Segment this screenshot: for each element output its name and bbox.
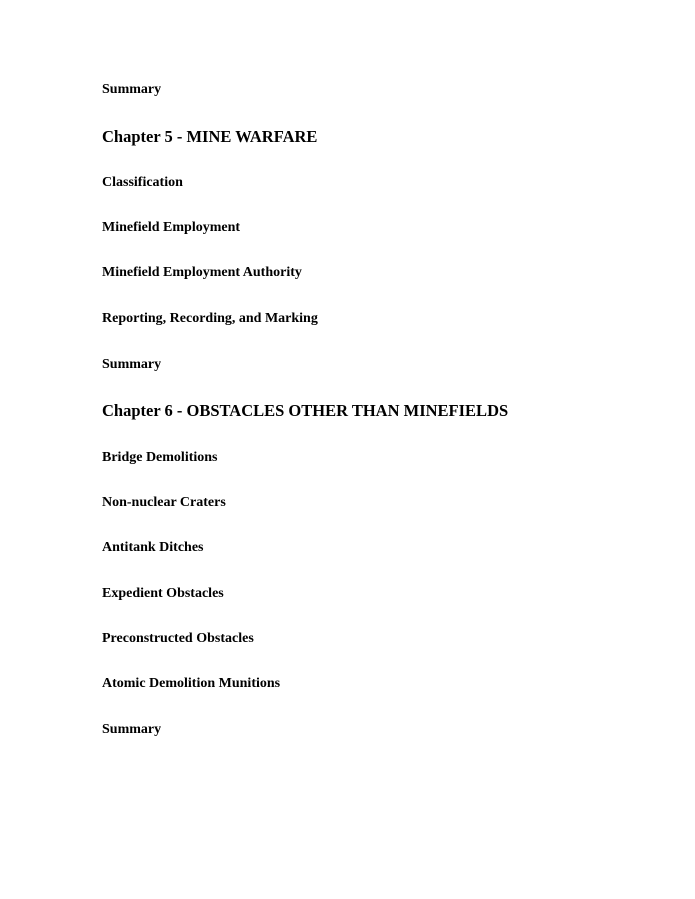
toc-entry-summary: Summary — [102, 722, 162, 737]
toc-entry-summary: Summary — [102, 357, 162, 372]
toc-entry-atomic-demolition-munitions: Atomic Demolition Munitions — [102, 676, 281, 691]
toc-entry-reporting-recording-marking: Reporting, Recording, and Marking — [102, 311, 318, 326]
toc-entry-summary: Summary — [102, 82, 162, 97]
toc-entry-bridge-demolitions: Bridge Demolitions — [102, 450, 218, 465]
toc-entry-minefield-employment-authority: Minefield Employment Authority — [102, 265, 302, 280]
chapter-heading: Chapter 5 - MINE WARFARE — [102, 127, 318, 146]
toc-entry-non-nuclear-craters: Non-nuclear Craters — [102, 495, 226, 510]
toc-entry-antitank-ditches: Antitank Ditches — [102, 540, 204, 555]
toc-entry-preconstructed-obstacles: Preconstructed Obstacles — [102, 631, 254, 646]
chapter-heading: Chapter 6 - OBSTACLES OTHER THAN MINEFIELDS — [102, 401, 509, 420]
toc-entry-expedient-obstacles: Expedient Obstacles — [102, 586, 224, 601]
toc-entry-minefield-employment: Minefield Employment — [102, 220, 241, 235]
toc-entry-classification: Classification — [102, 175, 183, 190]
